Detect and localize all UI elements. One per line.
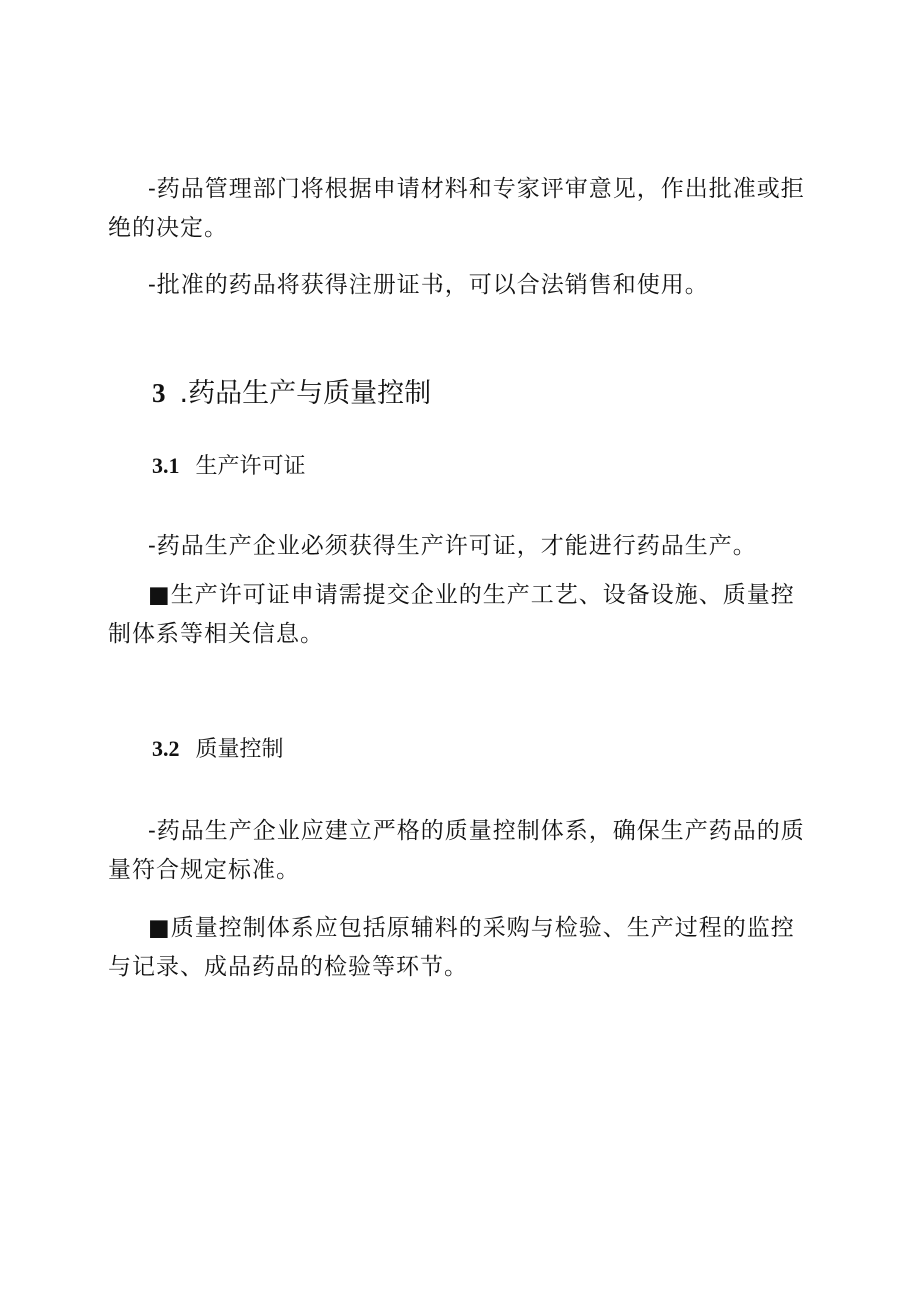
paragraph-license-application: ■生产许可证申请需提交企业的生产工艺、设备设施、质量控制体系等相关信息。 [108, 582, 795, 647]
section-3-heading [152, 375, 431, 412]
paragraph-quality-system: -药品生产企业应建立严格的质量控制体系，确保生产药品的质量符合规定标准。 [108, 818, 805, 883]
section-3-2-title: 质量控制 [195, 737, 284, 762]
section-3-1-number: 3.1 [152, 453, 180, 478]
paragraph-approval-decision: -药品管理部门将根据申请材料和专家评审意见，作出批准或拒绝的决定。 [108, 176, 805, 241]
paragraph-registration-certificate: -批准的药品将获得注册证书，可以合法销售和使用。 [148, 272, 709, 298]
section-3-1-heading [152, 451, 306, 482]
section-3-2-number: 3.2 [152, 736, 180, 761]
paragraph-production-license-required: -药品生产企业必须获得生产许可证，才能进行药品生产。 [148, 533, 757, 559]
section-3-2-heading [152, 734, 284, 765]
section-3-title: .药品生产与质量控制 [179, 378, 432, 409]
paragraph-quality-system-scope: ■质量控制体系应包括原辅料的采购与检验、生产过程的监控与记录、成品药品的检验等环节。 [108, 915, 795, 980]
section-3-number: 3 [152, 378, 166, 408]
section-3-1-title: 生产许可证 [195, 454, 306, 479]
